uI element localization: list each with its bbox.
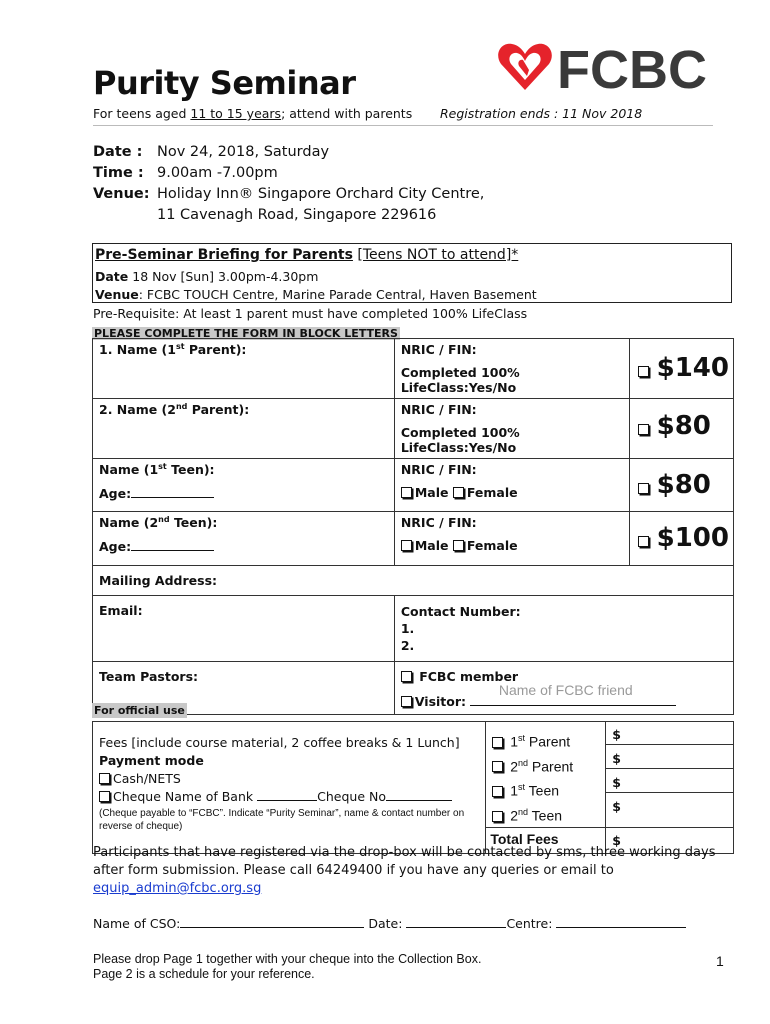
male-checkbox-icon [401, 540, 412, 551]
cheque-note: (Cheque payable to “FCBC”. Indicate “Purity Seminar”, name & contact number on reverse of cheque) [99, 808, 465, 832]
fcbc-heart-icon [497, 40, 722, 98]
visitor-checkbox-icon [401, 696, 412, 707]
contact-number-field[interactable]: Contact Number: 1. 2. [394, 596, 733, 662]
checkbox-icon [638, 483, 649, 494]
official-use-label: For official use [94, 704, 185, 717]
age-range: 11 to 15 years [190, 106, 282, 121]
cso-line: Name of CSO: Date: Centre: [93, 915, 686, 931]
divider [93, 125, 713, 126]
registration-deadline: Registration ends : 11 Nov 2018 [440, 106, 643, 121]
male-checkbox-icon [401, 487, 412, 498]
cheque-option[interactable]: Cheque Name of Bank Cheque No [99, 788, 479, 806]
parent2-nric-field[interactable]: NRIC / FIN: Completed 100% LifeClass:Yes/No [394, 399, 629, 459]
fcbc-logo [497, 40, 722, 98]
parent1-price[interactable]: $140 [630, 339, 734, 399]
prerequisite: Pre-Requisite: At least 1 parent must have completed 100% LifeClass [93, 306, 528, 321]
checkbox-icon [492, 761, 503, 772]
teen2-price[interactable]: $100 [630, 512, 734, 566]
cheque-checkbox-icon [99, 791, 110, 802]
email-link[interactable]: equip_admin@fcbc.org.sg [93, 881, 262, 896]
contact-note: Participants that have registered via the drop-box will be contacted by sms, three working days after form submission. Please call 64249400 if you have any queries or email to equip_admin@fcbc.org.sg [93, 845, 716, 896]
drop-instructions: Please drop Page 1 together with your cheque into the Collection Box. Page 2 is a schedule for your reference. [93, 952, 482, 981]
teen2-name-field[interactable]: Name (2nd Teen): Age: [93, 512, 395, 566]
parent2-name-field[interactable]: 2. Name (2nd Parent): [93, 399, 395, 459]
total-fees-label: Total Fees [486, 827, 606, 853]
event-details: Date : Nov 24, 2018, Saturday Time : 9.00am -7.00pm Venue: Holiday Inn® Singapore Orchard City Centre, 11 Cavenagh Road, Singapore 229616 [93, 144, 485, 223]
friend-name-placeholder: Name of FCBC friend [498, 682, 633, 698]
female-checkbox-icon [453, 540, 464, 551]
checkbox-icon [492, 811, 503, 822]
fee-categories: 1st Parent 2nd Parent 1st Teen 2nd Teen [486, 722, 606, 828]
page-number: 1 [716, 953, 724, 969]
total-fees-value[interactable]: $ [606, 827, 734, 853]
cash-option[interactable]: Cash/NETS [99, 770, 479, 788]
briefing-date: Date 18 Nov [Sun] 3.00pm-4.30pm [95, 269, 319, 284]
briefing-heading: Pre-Seminar Briefing for Parents [95, 247, 353, 263]
teen1-price[interactable]: $80 [630, 459, 734, 512]
fee-amounts[interactable]: $ $ $ $ [606, 722, 734, 828]
female-checkbox-icon [453, 487, 464, 498]
briefing-box: Pre-Seminar Briefing for Parents [Teens NOT to attend]* Date 18 Nov [Sun] 3.00pm-4.30pm Venue: FCBC TOUCH Centre, Marine Parade Central, Haven Basement [92, 243, 732, 303]
registration-form [92, 338, 734, 715]
checkbox-icon [638, 536, 649, 547]
briefing-venue: Venue: FCBC TOUCH Centre, Marine Parade Central, Haven Basement [95, 287, 537, 302]
parent1-name-field[interactable]: 1. Name (1st Parent): [93, 339, 395, 399]
teen1-nric-field[interactable]: NRIC / FIN: Male Female [394, 459, 629, 512]
payment-details: Fees [include course material, 2 coffee breaks & 1 Lunch] Payment mode Cash/NETS Cheque Name of Bank Cheque No (Cheque payable to “FCBC”. Indicate “Purity Seminar”, name & contact number on reverse of cheque) [93, 722, 486, 854]
teen2-nric-field[interactable]: NRIC / FIN: Male Female [394, 512, 629, 566]
checkbox-icon [492, 737, 503, 748]
email-field[interactable]: Email: [93, 596, 395, 662]
membership-field[interactable]: FCBC member Name of FCBC friend Visitor: [394, 662, 733, 715]
page-title: Purity Seminar [93, 64, 356, 102]
teen1-name-field[interactable]: Name (1st Teen): Age: [93, 459, 395, 512]
checkbox-icon [492, 786, 503, 797]
official-use-table [92, 721, 734, 854]
checkbox-icon [638, 424, 649, 435]
team-pastors-field[interactable]: Team Pastors: [93, 662, 395, 715]
mailing-address-field[interactable]: Mailing Address: [93, 566, 734, 596]
parent1-nric-field[interactable]: NRIC / FIN: Completed 100% LifeClass:Yes/No [394, 339, 629, 399]
parent2-price[interactable]: $80 [630, 399, 734, 459]
subtitle: For teens aged 11 to 15 years; attend with parents [93, 106, 413, 121]
checkbox-icon [638, 366, 649, 377]
logo-text: FCBC [557, 40, 707, 98]
fcbc-member-checkbox-icon [401, 671, 412, 682]
cash-checkbox-icon [99, 773, 110, 784]
block-letters-note: PLEASE COMPLETE THE FORM IN BLOCK LETTERS [94, 327, 398, 340]
